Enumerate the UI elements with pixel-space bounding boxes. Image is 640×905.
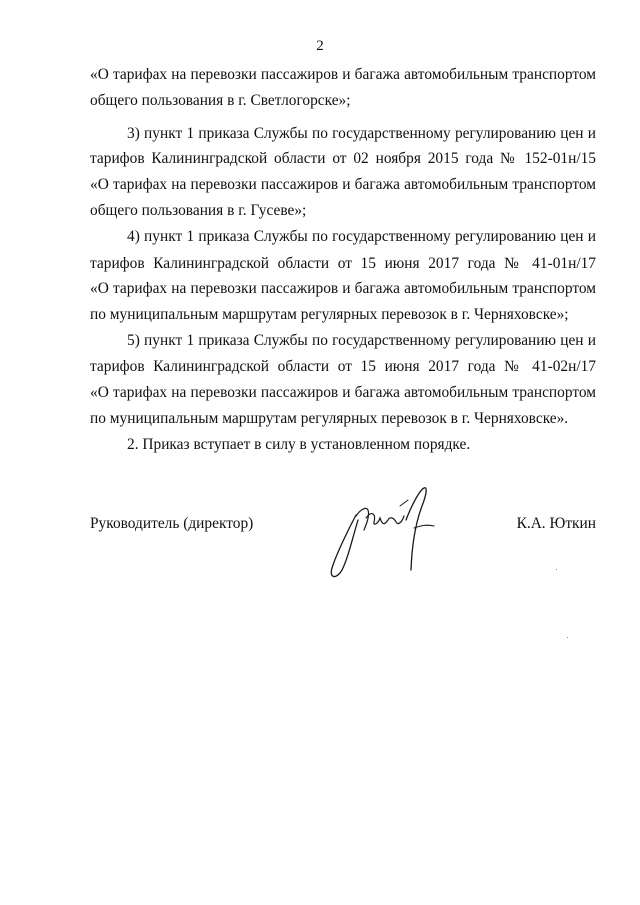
scan-speck — [556, 569, 557, 570]
body-line: «О тарифах на перевозки пассажиров и багажа автомобильным транспортом — [90, 66, 596, 83]
scan-speck — [567, 637, 568, 638]
body-line: по муниципальным маршрутам регулярных перевозок в г. Черняховске»; — [90, 306, 569, 323]
body-line: по муниципальным маршрутам регулярных перевозок в г. Черняховске». — [90, 410, 569, 427]
body-line: 4) пункт 1 приказа Службы по государственному регулированию цен и — [127, 228, 596, 245]
body-line: общего пользования в г. Гусеве»; — [90, 202, 307, 219]
body-line: «О тарифах на перевозки пассажиров и багажа автомобильным транспортом — [90, 280, 596, 297]
body-line: тарифов Калининградской области от 02 ноября 2015 года № 152-01н/15 — [90, 150, 596, 167]
signatory-name: К.А. Юткин — [516, 515, 596, 532]
body-line: «О тарифах на перевозки пассажиров и багажа автомобильным транспортом — [90, 384, 596, 401]
body-line: «О тарифах на перевозки пассажиров и багажа автомобильным транспортом — [90, 176, 596, 193]
body-line: 2. Приказ вступает в силу в установленном порядке. — [127, 436, 471, 453]
signatory-title: Руководитель (директор) — [90, 515, 254, 532]
handwritten-signature — [316, 470, 446, 590]
body-line: 3) пункт 1 приказа Службы по государственному регулированию цен и — [127, 125, 596, 142]
body-line: общего пользования в г. Светлогорске»; — [90, 92, 351, 109]
page-number: 2 — [316, 38, 324, 54]
body-line: тарифов Калининградской области от 15 июня 2017 года № 41-02н/17 — [90, 358, 596, 375]
body-line: тарифов Калининградской области от 15 июня 2017 года № 41-01н/17 — [90, 255, 596, 272]
body-line: 5) пункт 1 приказа Службы по государственному регулированию цен и — [127, 332, 596, 349]
